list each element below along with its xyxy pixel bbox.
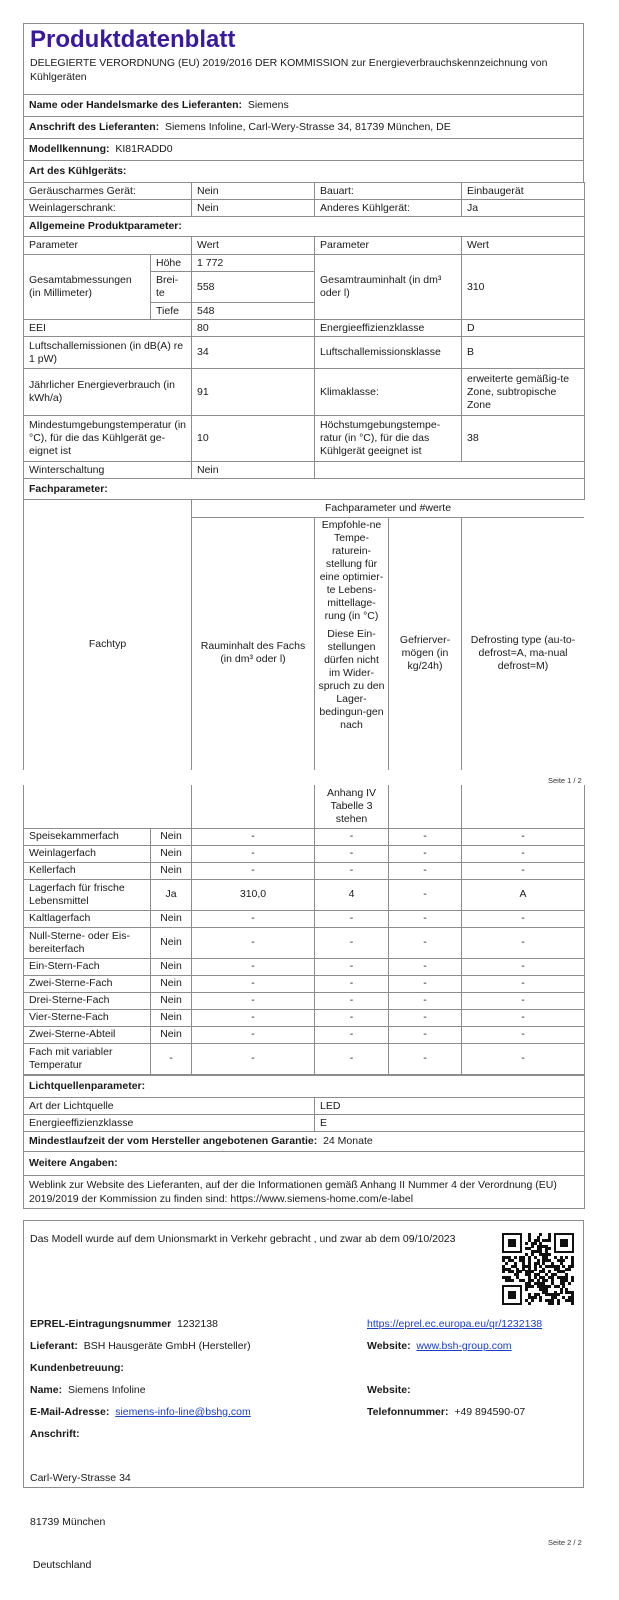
compartment-type: Speisekammerfach bbox=[24, 828, 151, 845]
table-row bbox=[24, 369, 585, 416]
compartment-present: Nein bbox=[151, 845, 192, 862]
energy-class-label: Energieeffizienzklasse bbox=[315, 320, 462, 337]
compartment-freeze: - bbox=[389, 958, 462, 975]
eei-label: EEI bbox=[24, 320, 192, 337]
manufacturer-row bbox=[30, 1340, 251, 1352]
compartment-volume: - bbox=[192, 975, 315, 992]
min-temp-value: 10 bbox=[192, 416, 315, 462]
empty-cell bbox=[315, 462, 585, 479]
service-name-row bbox=[30, 1384, 146, 1396]
eprel-label: EPREL-Eintragungsnummer bbox=[30, 1318, 172, 1330]
noise-value: Nein bbox=[192, 183, 315, 200]
compartment-present: Nein bbox=[151, 975, 192, 992]
col-header-temp-part2: Diese Ein-stellungen dürfen nicht im Wider-spruch zu den Lager-bedingun-gen nach bbox=[318, 628, 385, 731]
supplier-address-label: Anschrift des Lieferanten: bbox=[29, 121, 160, 133]
model-label: Modellkennung: bbox=[29, 143, 110, 155]
compartment-type: Lagerfach für frische Lebensmittel bbox=[24, 879, 151, 910]
table-row bbox=[24, 183, 585, 200]
table-row bbox=[24, 255, 585, 272]
table-row bbox=[24, 927, 585, 958]
website-link[interactable]: www.bsh-group.com bbox=[416, 1340, 512, 1352]
appliance-type-table bbox=[23, 182, 584, 237]
compartment-temp: - bbox=[315, 1026, 389, 1043]
compartment-volume: - bbox=[192, 862, 315, 879]
table-row bbox=[24, 416, 585, 462]
address-line-3: Deutschland bbox=[30, 1559, 92, 1571]
compartment-temp: - bbox=[315, 845, 389, 862]
eei-value: 80 bbox=[192, 320, 315, 337]
compartment-defrost: - bbox=[462, 975, 585, 992]
warranty-cell bbox=[24, 1132, 585, 1152]
col-header-value: Wert bbox=[192, 237, 315, 255]
compartment-defrost: - bbox=[462, 1009, 585, 1026]
compartment-defrost: - bbox=[462, 958, 585, 975]
volume-value: 310 bbox=[462, 255, 585, 320]
appliance-type-heading: Art des Kühlgeräts: bbox=[24, 161, 584, 183]
compartment-present: Nein bbox=[151, 1026, 192, 1043]
compartment-freeze: - bbox=[389, 927, 462, 958]
website-label: Website: bbox=[367, 1340, 411, 1352]
height-value: 1 772 bbox=[192, 255, 315, 272]
light-section bbox=[23, 1075, 584, 1209]
compartment-present: Nein bbox=[151, 927, 192, 958]
more-info-text: Weblink zur Website des Lieferanten, auf der die Informationen gemäß Anhang II Nummer 4 der Verordnung (EU) 2019/2019 der Kommission zu finden sind: https://www.siemens-home.com/e-label bbox=[24, 1176, 585, 1209]
max-temp-value: 38 bbox=[462, 416, 585, 462]
email-label: E-Mail-Adresse: bbox=[30, 1406, 110, 1418]
compartment-type: Zwei-Sterne-Abteil bbox=[24, 1026, 151, 1043]
compartment-temp: - bbox=[315, 828, 389, 845]
compartment-temp: - bbox=[315, 927, 389, 958]
qr-code bbox=[502, 1233, 574, 1305]
compartment-present: Ja bbox=[151, 879, 192, 910]
climate-class-label: Klimaklasse: bbox=[315, 369, 462, 416]
eprel-number: 1232138 bbox=[177, 1318, 218, 1330]
address-label: Anschrift: bbox=[30, 1428, 80, 1440]
email-row bbox=[30, 1406, 251, 1418]
compartment-volume: - bbox=[192, 927, 315, 958]
regulation-subtitle: DELEGIERTE VERORDNUNG (EU) 2019/2016 DER KOMMISSION zur Energieverbrauchskennzeichnung von Kühlgeräten bbox=[30, 57, 548, 83]
table-row bbox=[24, 320, 585, 337]
compartment-freeze: - bbox=[389, 828, 462, 845]
volume-label: Gesamtrauminhalt (in dm³ oder l) bbox=[315, 255, 462, 320]
compartment-defrost: - bbox=[462, 1026, 585, 1043]
light-class-value: E bbox=[315, 1115, 585, 1132]
compartment-defrost: - bbox=[462, 1043, 585, 1074]
compartment-present: Nein bbox=[151, 992, 192, 1009]
energy-class-value: D bbox=[462, 320, 585, 337]
compartment-volume: 310,0 bbox=[192, 879, 315, 910]
design-value: Einbaugerät bbox=[462, 183, 585, 200]
compartment-type: Ein-Stern-Fach bbox=[24, 958, 151, 975]
page-number-1: Seite 1 / 2 bbox=[548, 776, 582, 785]
supplier-section bbox=[23, 94, 584, 183]
compartment-defrost: - bbox=[462, 927, 585, 958]
table-row bbox=[24, 1115, 585, 1132]
supplier-address-cell bbox=[24, 117, 584, 139]
market-text: Das Modell wurde auf dem Unionsmarkt in Verkehr gebracht , und zwar ab dem 09/10/2023 bbox=[30, 1233, 456, 1245]
supplier-name-label: Name oder Handelsmarke des Lieferanten: bbox=[29, 99, 242, 111]
noise-class-label: Luftschallemissionsklasse bbox=[315, 337, 462, 369]
compartment-freeze: - bbox=[389, 992, 462, 1009]
compartment-type: Zwei-Sterne-Fach bbox=[24, 975, 151, 992]
group-header: Fachparameter und #werte bbox=[192, 500, 585, 518]
address-block bbox=[30, 1442, 131, 1600]
address-line-1: Carl-Wery-Strasse 34 bbox=[30, 1472, 131, 1484]
compartment-present: Nein bbox=[151, 862, 192, 879]
compartment-present: Nein bbox=[151, 1009, 192, 1026]
compartment-type: Weinlagerfach bbox=[24, 845, 151, 862]
service-name-label: Name: bbox=[30, 1384, 63, 1396]
compartment-defrost: A bbox=[462, 879, 585, 910]
table-row bbox=[24, 1043, 585, 1074]
general-heading: Allgemeine Produktparameter: bbox=[24, 217, 585, 237]
light-type-label: Art der Lichtquelle bbox=[24, 1098, 315, 1115]
page-title: Produktdatenblatt bbox=[30, 26, 236, 53]
col-header-temp-part1: Empfohle-ne Tempe-raturein-stellung für eine optimier-te Lebens-mittellage-rung (in °C) bbox=[319, 519, 384, 622]
compartment-freeze: - bbox=[389, 1009, 462, 1026]
supplier-name-cell bbox=[24, 95, 584, 117]
address-line-2: 81739 München bbox=[30, 1515, 106, 1528]
compartment-volume: - bbox=[192, 910, 315, 927]
compartment-volume: - bbox=[192, 1043, 315, 1074]
light-heading: Lichtquellenparameter: bbox=[24, 1076, 585, 1098]
compartment-volume: - bbox=[192, 828, 315, 845]
compartment-temp: - bbox=[315, 910, 389, 927]
service-heading: Kundenbetreuung: bbox=[30, 1362, 124, 1374]
compartment-freeze: - bbox=[389, 879, 462, 910]
col-header-type: Fachtyp bbox=[24, 500, 192, 771]
table-row bbox=[24, 975, 585, 992]
website-row bbox=[367, 1340, 512, 1352]
cont-cell-type bbox=[24, 785, 192, 828]
light-class-label: Energieeffizienzklasse bbox=[24, 1115, 315, 1132]
noise-label: Geräuscharmes Gerät: bbox=[24, 183, 192, 200]
eprel-link[interactable]: https://eprel.ec.europa.eu/qr/1232138 bbox=[367, 1318, 543, 1330]
col-header-param-2: Parameter bbox=[315, 237, 462, 255]
compartment-freeze: - bbox=[389, 862, 462, 879]
annual-energy-label: Jährlicher Energieverbrauch (in kWh/a) bbox=[24, 369, 192, 416]
col-header-temp bbox=[315, 518, 389, 771]
datasheet-header bbox=[23, 23, 584, 95]
wine-value: Nein bbox=[192, 200, 315, 217]
cont-cell-defrost bbox=[462, 785, 585, 828]
design-label: Bauart: bbox=[315, 183, 462, 200]
compartments-heading: Fachparameter: bbox=[24, 479, 585, 500]
model-cell bbox=[24, 139, 584, 161]
compartment-type: Null-Sterne- oder Eis-bereiterfach bbox=[24, 927, 151, 958]
compartment-freeze: - bbox=[389, 1026, 462, 1043]
table-row bbox=[24, 862, 585, 879]
warranty-value: 24 Monate bbox=[323, 1135, 373, 1147]
compartment-type: Fach mit variabler Temperatur bbox=[24, 1043, 151, 1074]
depth-value: 548 bbox=[192, 303, 315, 320]
wine-label: Weinlagerschrank: bbox=[24, 200, 192, 217]
compartment-freeze: - bbox=[389, 975, 462, 992]
other-value: Ja bbox=[462, 200, 585, 217]
page-number-2: Seite 2 / 2 bbox=[548, 1538, 582, 1547]
service-website-label: Website: bbox=[367, 1384, 411, 1396]
compartment-defrost: - bbox=[462, 910, 585, 927]
table-row bbox=[24, 237, 585, 255]
compartment-defrost: - bbox=[462, 845, 585, 862]
compartment-temp: - bbox=[315, 975, 389, 992]
min-temp-label: Mindestumgebungstemperatur (in °C), für die das Kühlgerät ge-eignet ist bbox=[24, 416, 192, 462]
cont-cell-freeze bbox=[389, 785, 462, 828]
compartment-defrost: - bbox=[462, 862, 585, 879]
eprel-row bbox=[30, 1318, 218, 1330]
table-row bbox=[24, 958, 585, 975]
dims-label: Gesamtabmessungen (in Millimeter) bbox=[24, 255, 151, 320]
compartment-temp: - bbox=[315, 992, 389, 1009]
table-row bbox=[24, 200, 585, 217]
general-params-table bbox=[23, 236, 584, 500]
depth-label: Tiefe bbox=[151, 303, 192, 320]
noise-class-value: B bbox=[462, 337, 585, 369]
table-row bbox=[24, 1026, 585, 1043]
phone-number: +49 894590-07 bbox=[454, 1406, 526, 1418]
compartment-defrost: - bbox=[462, 828, 585, 845]
table-row bbox=[24, 879, 585, 910]
table-row bbox=[24, 462, 585, 479]
phone-row bbox=[367, 1406, 525, 1418]
compartment-temp: - bbox=[315, 862, 389, 879]
compartment-temp: - bbox=[315, 1009, 389, 1026]
compartment-volume: - bbox=[192, 1009, 315, 1026]
max-temp-label: Höchstumgebungstempe-ratur (in °C), für die das Kühlgerät geeignet ist bbox=[315, 416, 462, 462]
winter-label: Winterschaltung bbox=[24, 462, 192, 479]
compartment-volume: - bbox=[192, 958, 315, 975]
warranty-label: Mindestlaufzeit der vom Hersteller angebotenen Garantie: bbox=[29, 1135, 318, 1147]
noise-emission-value: 34 bbox=[192, 337, 315, 369]
col-header-param: Parameter bbox=[24, 237, 192, 255]
compartment-present: - bbox=[151, 1043, 192, 1074]
cont-cell-volume bbox=[192, 785, 315, 828]
compartments-table bbox=[23, 785, 584, 1075]
more-info-heading: Weitere Angaben: bbox=[24, 1152, 585, 1176]
compartment-volume: - bbox=[192, 992, 315, 1009]
width-value: 558 bbox=[192, 272, 315, 303]
table-row bbox=[24, 337, 585, 369]
supplier-name: Siemens bbox=[247, 99, 289, 111]
compartment-defrost: - bbox=[462, 992, 585, 1009]
compartment-type: Drei-Sterne-Fach bbox=[24, 992, 151, 1009]
col-header-freeze: Gefrierver-mögen (in kg/24h) bbox=[389, 518, 462, 771]
compartment-temp: 4 bbox=[315, 879, 389, 910]
other-label: Anderes Kühlgerät: bbox=[315, 200, 462, 217]
compartment-freeze: - bbox=[389, 1043, 462, 1074]
compartment-type: Kellerfach bbox=[24, 862, 151, 879]
col-header-value-2: Wert bbox=[462, 237, 585, 255]
table-row bbox=[24, 1009, 585, 1026]
model-id: KI81RADD0 bbox=[115, 143, 173, 155]
table-row bbox=[24, 992, 585, 1009]
light-type-value: LED bbox=[315, 1098, 585, 1115]
climate-class-value: erweiterte gemäßig-te Zone, subtropische Zone bbox=[462, 369, 585, 416]
compartment-temp: - bbox=[315, 1043, 389, 1074]
compartment-present: Nein bbox=[151, 958, 192, 975]
compartment-volume: - bbox=[192, 1026, 315, 1043]
service-name: Siemens Infoline bbox=[67, 1384, 146, 1396]
manufacturer-name: BSH Hausgeräte GmbH (Hersteller) bbox=[83, 1340, 251, 1352]
compartment-freeze: - bbox=[389, 845, 462, 862]
winter-value: Nein bbox=[192, 462, 315, 479]
compartment-temp: - bbox=[315, 958, 389, 975]
compartment-volume: - bbox=[192, 845, 315, 862]
table-row bbox=[24, 1098, 585, 1115]
col-header-temp-part3: Anhang IV Tabelle 3 stehen bbox=[315, 785, 389, 828]
annual-energy-value: 91 bbox=[192, 369, 315, 416]
table-row bbox=[24, 910, 585, 927]
width-label: Brei-te bbox=[151, 272, 192, 303]
col-header-volume: Rauminhalt des Fachs (in dm³ oder l) bbox=[192, 518, 315, 771]
email-link[interactable]: siemens-info-line@bshg.com bbox=[115, 1406, 251, 1418]
manufacturer-label: Lieferant: bbox=[30, 1340, 78, 1352]
compartment-type: Kaltlagerfach bbox=[24, 910, 151, 927]
height-label: Höhe bbox=[151, 255, 192, 272]
supplier-address: Siemens Infoline, Carl-Wery-Strasse 34, 81739 München, DE bbox=[164, 121, 451, 133]
phone-label: Telefonnummer: bbox=[367, 1406, 449, 1418]
noise-emission-label: Luftschallemissionen (in dB(A) re 1 pW) bbox=[24, 337, 192, 369]
compartments-header bbox=[23, 499, 584, 770]
compartment-freeze: - bbox=[389, 910, 462, 927]
compartment-present: Nein bbox=[151, 828, 192, 845]
table-row bbox=[24, 845, 585, 862]
compartment-type: Vier-Sterne-Fach bbox=[24, 1009, 151, 1026]
table-row bbox=[24, 828, 585, 845]
compartment-present: Nein bbox=[151, 910, 192, 927]
col-header-defrost: Defrosting type (au-to-defrost=A, ma-nual defrost=M) bbox=[462, 518, 585, 771]
